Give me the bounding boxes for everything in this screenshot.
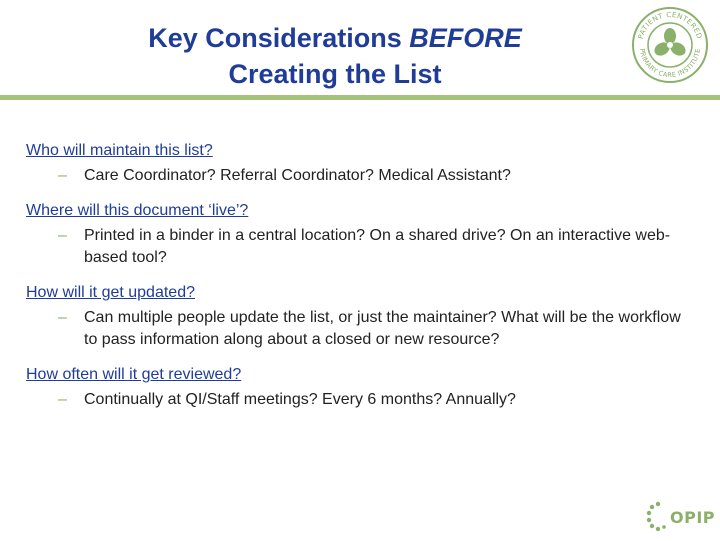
question-text: How will it get updated? [26, 284, 195, 301]
opip-logo [646, 496, 718, 536]
title-line-2: Creating the List [228, 59, 442, 89]
institute-seal-logo [630, 5, 710, 85]
dash-bullet: – [58, 167, 67, 184]
dash-bullet: – [58, 227, 67, 244]
title-emphasis: BEFORE [409, 23, 522, 53]
list-item [26, 364, 696, 411]
question-text: Where will this document ‘live’? [26, 202, 249, 219]
dash-bullet: – [58, 309, 67, 326]
title-line-1: Key Considerations BEFORE [148, 23, 522, 53]
considerations-list [26, 140, 696, 424]
answer-text: – Printed in a binder in a central location? On a shared drive? On an interactive web-based tool? [58, 227, 671, 266]
logo-text: OPIP [670, 508, 716, 527]
sunburst-icon [646, 496, 668, 536]
slide-title [100, 20, 570, 92]
svg-text:PRIMARY CARE INSTITUTE: PRIMARY CARE INSTITUTE [637, 47, 703, 80]
dash-bullet: – [58, 391, 67, 408]
list-item [26, 140, 696, 187]
answer-text: – Continually at QI/Staff meetings? Every 6 months? Annually? [84, 389, 696, 411]
svg-text:PATIENT CENTERED: PATIENT CENTERED [636, 10, 704, 41]
question-text: Who will maintain this list? [26, 142, 213, 159]
title-divider [0, 95, 720, 100]
question-text: How often will it get reviewed? [26, 366, 242, 383]
list-item [26, 200, 696, 269]
list-item [26, 282, 696, 351]
answer-text: – Can multiple people update the list, or just the maintainer? What will be the workflow to pass information along about a closed or new resource? [58, 309, 681, 348]
answer-text: – Care Coordinator? Referral Coordinator? Medical Assistant? [84, 165, 696, 187]
